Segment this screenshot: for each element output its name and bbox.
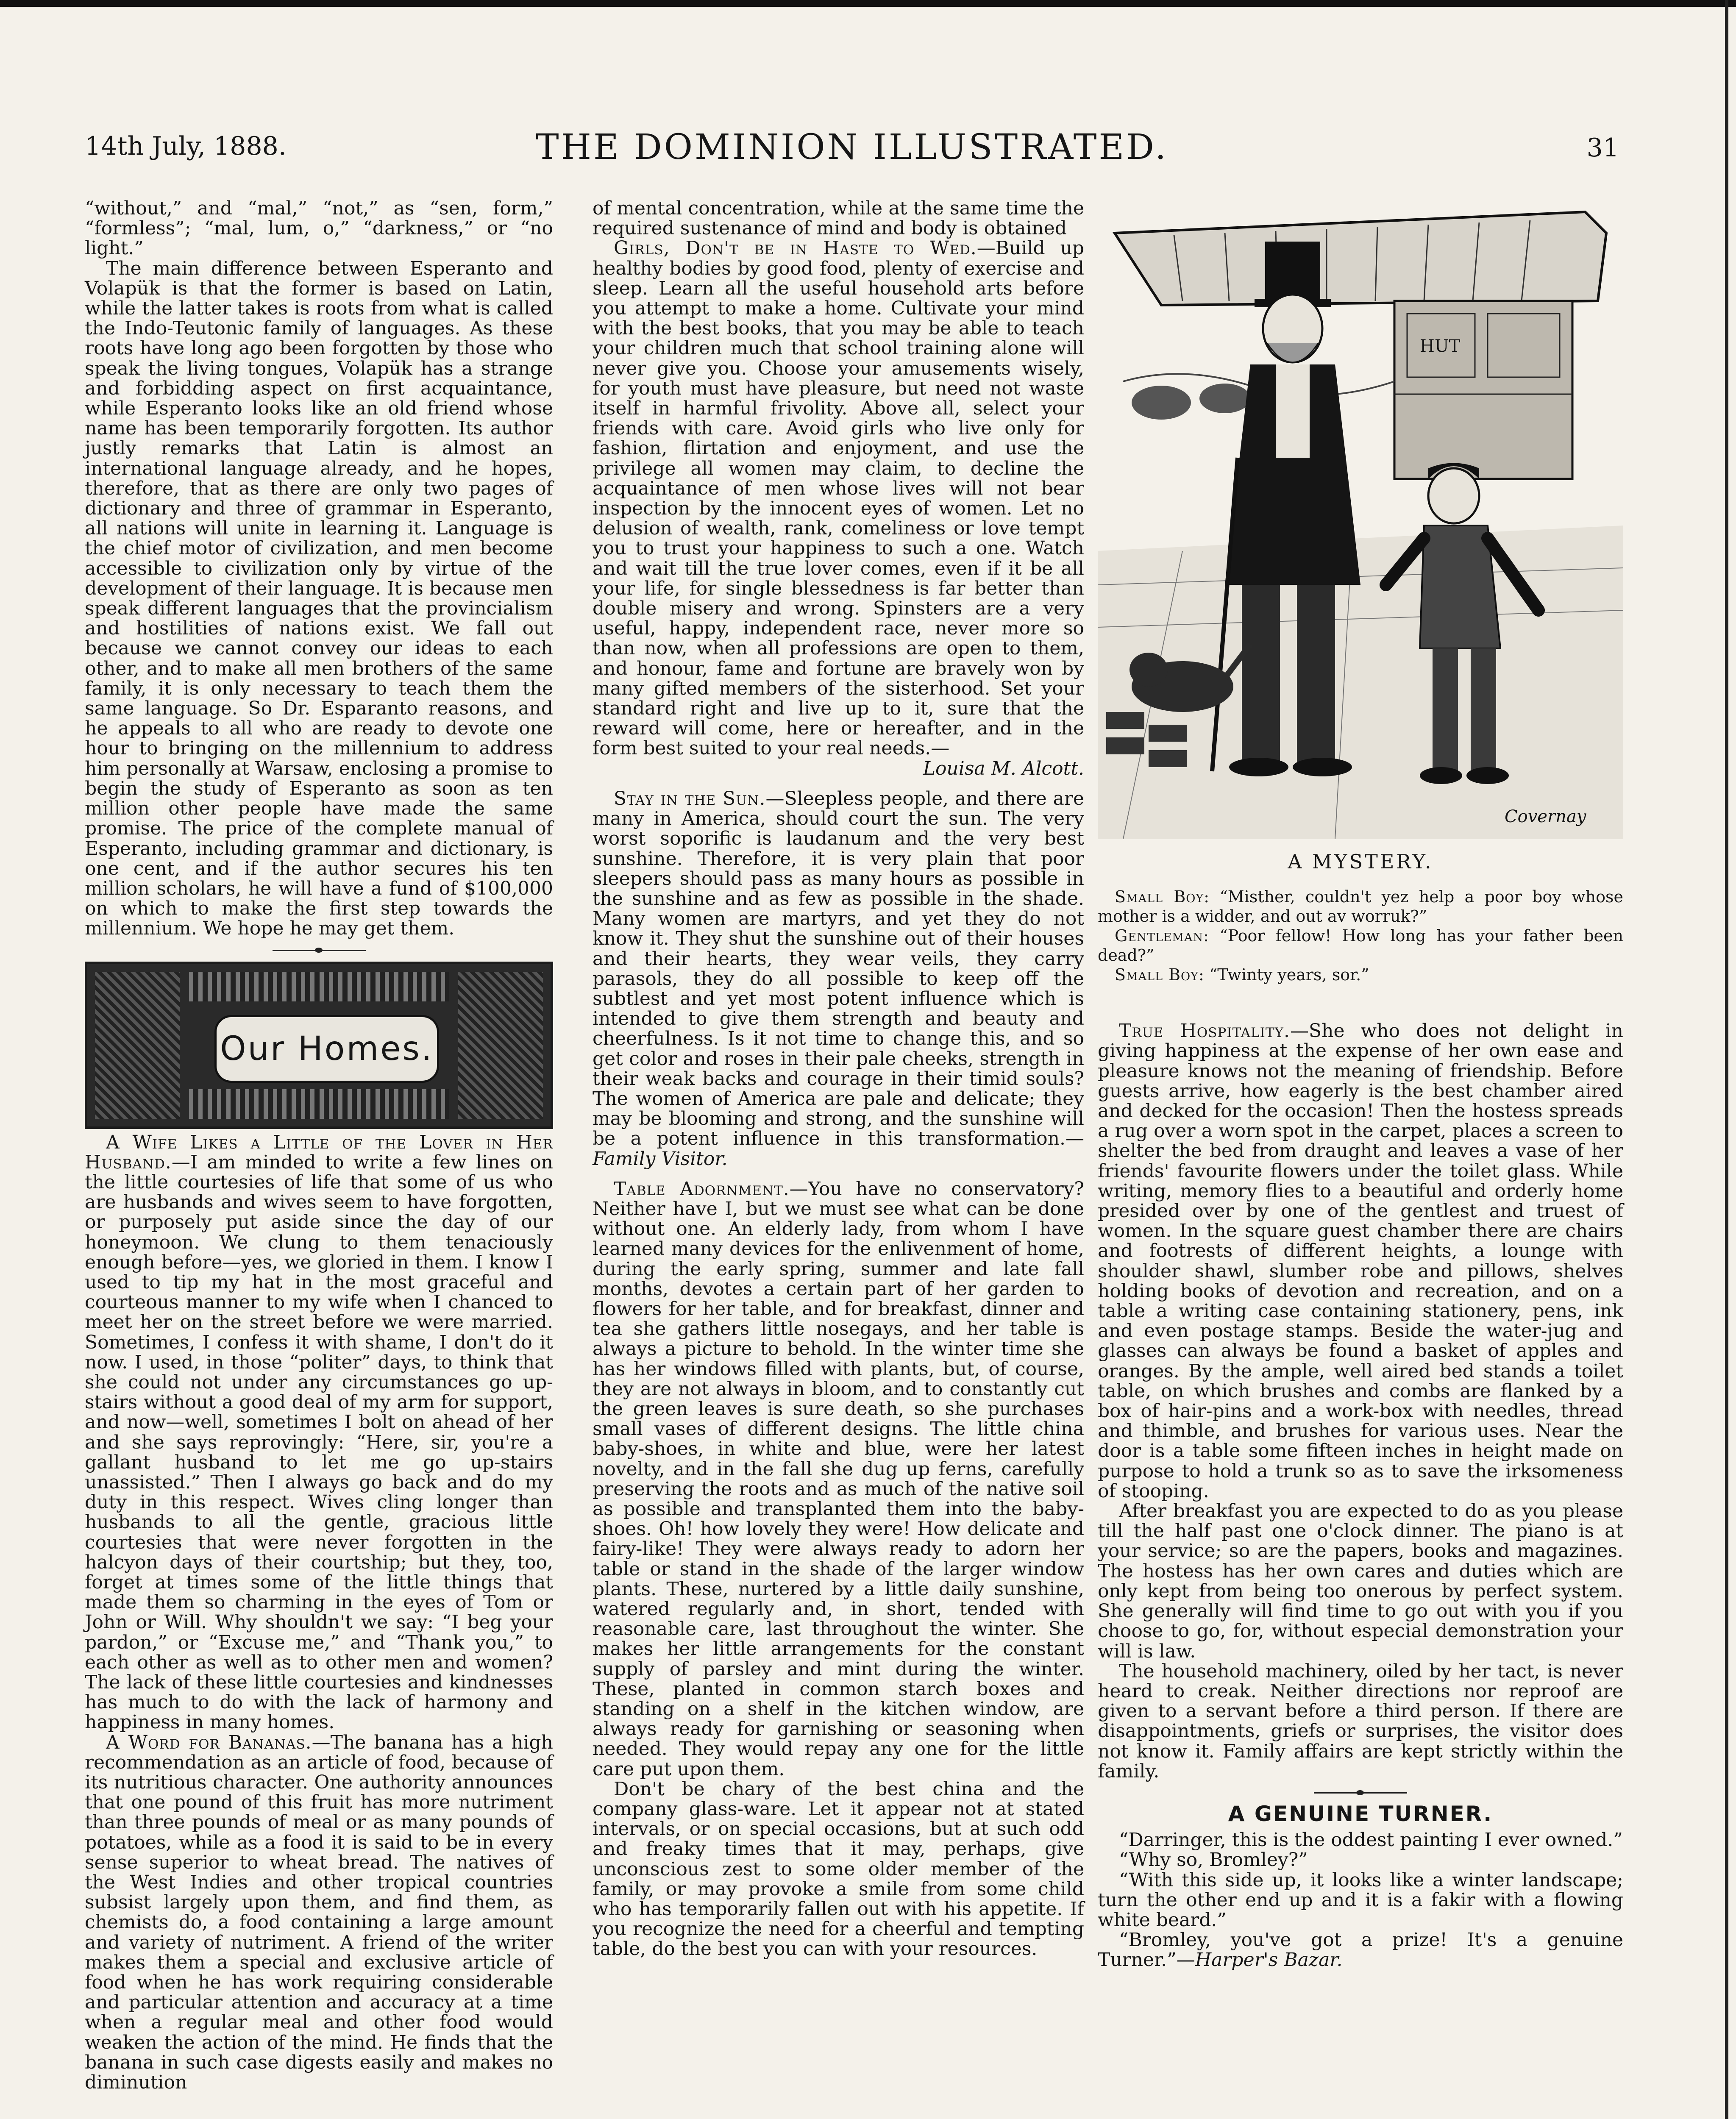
- caption-line: [1098, 887, 1623, 926]
- illustration-caption: [1098, 887, 1623, 984]
- issue-date: 14th July, 1888.: [85, 131, 287, 161]
- column-middle: [593, 198, 1084, 1959]
- caption-speaker: Small Boy: [1115, 887, 1204, 907]
- esperanto-paragraph: The main difference between Esperanto and Volapük is that the former is based on Latin, while the latter takes is roots from what is called the Indo-Teutonic family of languages. As these roots have long ago been forgotten by those who speak the living tongues, Volapük has a strange and forbidding aspect on first acquaintance, while Esperanto looks like an old friend whose name has been temporarily forgotten. Its author justly remarks that Latin is almost an international language already, and he hopes, therefore, that as there are only two pages of dictionary and three of grammar in Esperanto, all nations will unite in learning it. Language is the chief motor of civilization, and men become accessible to civilization only by virtue of the development of their language. It is because men speak different languages that the provincialism and hostilities of nations exist. We fall out because we cannot convey our ideas to each other, and to make all men brothers of the same family, it is only necessary to teach them the same language. So Dr. Esparanto reasons, and he appeals to all who are ready to devote one hour to bringing on the millennium to address him personally at Warsaw, enclosing a promise to begin the study of Esperanto as soon as ten million other people have made the same promise. The price of the complete manual of Esperanto, including grammar and dictionary, is one cent, and if the author secures his ten million scholars, he will have a fund of $100,000 on which to make the first step towards the millennium. We hope he may get them.: [85, 257, 553, 940]
- banner-ornament-icon: [95, 972, 180, 1119]
- article-body: —I am minded to write a few lines on the little courtesies of life that some of us who are husbands and wives seem to have forgotten, or purposely put aside since the day of our honeymoon. We clung to them tenaciously enough before—yes, we gloried in them. I know I used to tip my hat in the most graceful and courteous manner to my wife when I chanced to meet her on the street before we were married. Sometimes, I confess it with shame, I don't do it now. I used, in those “politer” days, to think that she could not under any circumstances go up-stairs without a good deal of my arm for support, and now—well, sometimes I bolt on ahead of her and she says reprovingly: “Here, sir, you're a gallant husband to let me go up-stairs unassisted.” Then I always go back and do my duty in this respect. Wives cling longer than husbands to all the gentle, gracious little courtesies that were never forgotten in the halcyon days of their courtship; but they, too, forget at times some of the little things that made them so charming in the eyes of Tom or John or Will. Why shouldn't we say: “I beg your pardon,” or “Excuse me,” and “Thank you,” to each other as well as to other men and women? The lack of these little courtesies and kindnesses has much to do with the lack of harmony and happiness in many homes.: [85, 1151, 553, 1733]
- caption-dialogue: : “Misther, couldn't yez help a poor boy whose mother is a widder, and out av worruk?”: [1098, 887, 1623, 926]
- turner-paragraph: “With this side up, it looks like a winter landscape; turn the other end up and it is a fakir with a flowing white beard.”: [1098, 1869, 1623, 1931]
- caption-speaker: Small Boy: [1115, 965, 1199, 984]
- turner-paragraph: “Why so, Bromley?”: [1119, 1849, 1308, 1871]
- page-header: [85, 127, 1619, 174]
- caption-speaker: Gentleman: [1115, 926, 1204, 945]
- article-bananas: [85, 1732, 553, 2093]
- turner-paragraph: “Darringer, this is the oddest painting I ever owned.”: [1119, 1829, 1623, 1851]
- top-border: [0, 0, 1736, 7]
- illustration-a-mystery: [1098, 203, 1623, 839]
- article-heading: Girls, Don't be in Haste to Wed.: [614, 237, 977, 259]
- article-body: —Build up healthy bodies by good food, plenty of exercise and sleep. Learn all the useful household arts before you attempt to make a home. Cultivate your mind with the best books, that you may be able to teach your children much that school training alone will never give you. Choose your amusements wisely, for youth must have pleasure, but need not waste itself in harmful frivolity. Above all, select your friends with care. Avoid girls who live only for fashion, flirtation and enjoyment, and use the privilege all women may claim, to decline the acquaintance of men whose lives will not bear inspection by the innocent eyes of women. Let no delusion of wealth, rank, comeliness or love tempt you to trust your happiness to such a one. Watch and wait till the true lover comes, even if it be all your life, for single blessedness is far better than double misery and wrong. Spinsters are a very useful, happy, independent race, never more so than now, when all professions are open to them, and honour, fame and fortune are bravely won by many gifted members of the sisterhood. Set your standard right and live up to it, sure that the reward will come, here or hereafter, and in the form best suited to your real needs.—: [593, 237, 1084, 759]
- caption-dialogue: : “Poor fellow! How long has your father been dead?”: [1098, 926, 1623, 965]
- article-wife-lover: [85, 1132, 553, 1732]
- illustration-title: A MYSTERY.: [1288, 850, 1433, 873]
- street-scene-illustration: [1098, 203, 1623, 839]
- ornamental-divider-icon: [1314, 1790, 1407, 1796]
- caption-dialogue: : “Twinty years, sor.”: [1199, 965, 1369, 984]
- banner-band-bottom: [189, 1089, 449, 1119]
- our-homes-banner: [85, 962, 553, 1129]
- column-left: [85, 198, 553, 2092]
- column-right: [1098, 203, 1623, 1970]
- article-body: —You have no conservatory? Neither have I, but we must see what can be done without one. An elderly lady, from whom I have learned many devices for the enlivenment of home, during the early spring, summer and late fall months, devotes a certain part of her garden to flowers for her table, and for breakfast, dinner and tea she gathers little nosegays, and her table is always a picture to behold. In the winter time she has her windows filled with plants, but, of course, they are not always in bloom, and to constantly cut the green leaves is sure death, so she purchases small vases of different designs. The little china baby-shoes, in white and blue, were her latest novelty, and in the fall she dug up ferns, carefully preserving the roots and as much of the native soil as possible and transplanted them into the baby-shoes. Oh! how lovely they were! How delicate and fairy-like! They were always ready to adorn her table or stand in the shade of the larger window plants. These, nurtered by a little daily sunshine, watered regularly and, in short, tended with reasonable care, last throughout the winter. She makes her little arrangements for the constant supply of parsley and mint during the winter. These, planted in common starch boxes and standing on a shelf in the kitchen window, are always ready for garnishing or seasoning when needed. They would repay any one for the little care put upon them.: [593, 1178, 1084, 1780]
- article-girls-haste: [593, 238, 1084, 758]
- article-heading: A Word for Bananas.: [106, 1731, 312, 1753]
- banner-label: Our Homes.: [214, 1015, 439, 1083]
- hospitality-paragraph-3: The household machinery, oiled by her tact, is never heard to creak. Neither directions nor reproof are given to a servant before a third person. If there are disappointments, griefs or surprises, the visitor does not know it. Family affairs are kept strictly within the family.: [1098, 1660, 1623, 1782]
- article-heading: Table Adornment.: [614, 1178, 790, 1200]
- bananas-continued: of mental concentration, while at the same time the required sustenance of mind and body is obtained: [593, 197, 1084, 239]
- storefront-sign: HUT: [1420, 336, 1461, 356]
- article-source: Family Visitor.: [593, 1148, 728, 1170]
- article-title-genuine-turner: A GENUINE TURNER.: [1228, 1801, 1493, 1826]
- article-table-adornment: [593, 1179, 1084, 1779]
- article-china: Don't be chary of the best china and the company glass-ware. Let it appear not at stated intervals, or on special occasions, but at such odd and freaky times that it may, perhaps, give unconscious zest to some older member of the family, or may provoke a smile from some child who has temporarily fallen out with his appetite. If you recognize the need for a cheerful and tempting table, do the best you can with your resources.: [593, 1778, 1084, 1960]
- article-true-hospitality: [1098, 1021, 1623, 1501]
- page-number: 31: [1586, 133, 1619, 163]
- illustrator-signature: Covernay: [1505, 807, 1586, 826]
- esperanto-intro: “without,” and “mal,” “not,” as “sen, form,” “formless”; “mal, lum, o,” “darkness,” or “no light.”: [85, 197, 553, 259]
- banner-band-top: [189, 972, 449, 1001]
- article-heading: A Wife Likes a Little of the Lover in Her Husband.: [85, 1131, 553, 1173]
- caption-line: [1098, 965, 1623, 984]
- banner-ornament-icon: [458, 972, 543, 1119]
- turner-paragraph: [1098, 1930, 1623, 1970]
- ornamental-divider-icon: [273, 947, 366, 953]
- caption-line: [1098, 926, 1623, 965]
- article-heading: Stay in the Sun.: [614, 787, 766, 809]
- hospitality-paragraph-2: After breakfast you are expected to do as you please till the half past one o'clock dinner. The piano is at your service; so are the papers, books and magazines. The hostess has her own cares and duties which are only kept from being too onerous by perfect system. She generally will find time to go out with you if you choose to go, for, without especial demonstration your will is law.: [1098, 1500, 1623, 1662]
- turner-final-line: “Bromley, you've got a prize! It's a genuine Turner.”—: [1098, 1929, 1623, 1971]
- article-heading: True Hospitality.: [1119, 1020, 1290, 1042]
- right-border: [1725, 0, 1728, 2119]
- article-body: —She who does not delight in giving happiness at the expense of her own ease and pleasure knows not the meaning of friendship. Before guests arrive, how eagerly is the best chamber aired and decked for the occasion! Then the hostess spreads a rug over a worn spot in the carpet, places a screen to shelter the bed from draught and leaves a vase of her friends' favourite flowers under the toilet glass. While writing, memory flies to a beautiful and orderly home presided over by one of the gentlest and truest of women. In the square guest chamber there are chairs and footrests of different heights, a lounge with shoulder shawl, slumber robe and pillows, shelves holding books of devotion and recreation, and on a table a writing case containing stationery, pens, ink and even postage stamps. Beside the water-jug and glasses can always be found a basket of apples and oranges. By the ample, well aired bed stands a toilet table, on which brushes and combs are flanked by a box of hair-pins and a work-box with needles, thread and thimble, and brushes for various uses. Near the door is a table some fifteen inches in height made on purpose to hold a trunk so as to save the irksomeness of stooping.: [1098, 1020, 1624, 1502]
- article-source: Harper's Bazar.: [1195, 1949, 1343, 1971]
- article-body: —Sleepless people, and there are many in America, should court the sun. The very worst soporific is laudanum and the very best sunshine. Therefore, it is very plain that poor sleepers should pass as many hours as possible in the sunshine and as few as possible in the shade. Many women are martyrs, and yet they do not know it. They shut the sunshine out of their houses and their hearts, they wear veils, they carry parasols, they do all possible to keep off the subtlest and yet most potent influence which is intended to give them strength and beauty and cheerfulness. Is it not time to change this, and so get color and roses in their pale cheeks, strength in their weak backs and courage in their timid souls? The women of America are pale and delicate; they may be blooming and strong, and the sunshine will be a potent influence in this transformation.—: [593, 787, 1084, 1150]
- masthead-title: THE DOMINION ILLUSTRATED.: [535, 127, 1168, 167]
- article-body: —The banana has a high recommendation as an article of food, because of its nutritious character. One authority announces that one pound of this fruit has more nutriment than three pounds of meal or as many pounds of potatoes, while as a food it is said to be in every sense superior to wheat bread. The natives of the West Indies and other tropical countries subsist largely upon them, and find them, as chemists do, a food containing a large amount and variety of nutriment. A friend of the writer makes them a special and exclusive article of food when he has work requiring considerable and particular attention and accuracy at a time when a regular meal and other food would weaken the action of the mind. He finds that the banana in such case digests easily and makes no diminution: [85, 1731, 553, 2094]
- article-author: Louisa M. Alcott.: [923, 757, 1084, 779]
- article-stay-in-sun: [593, 789, 1084, 1169]
